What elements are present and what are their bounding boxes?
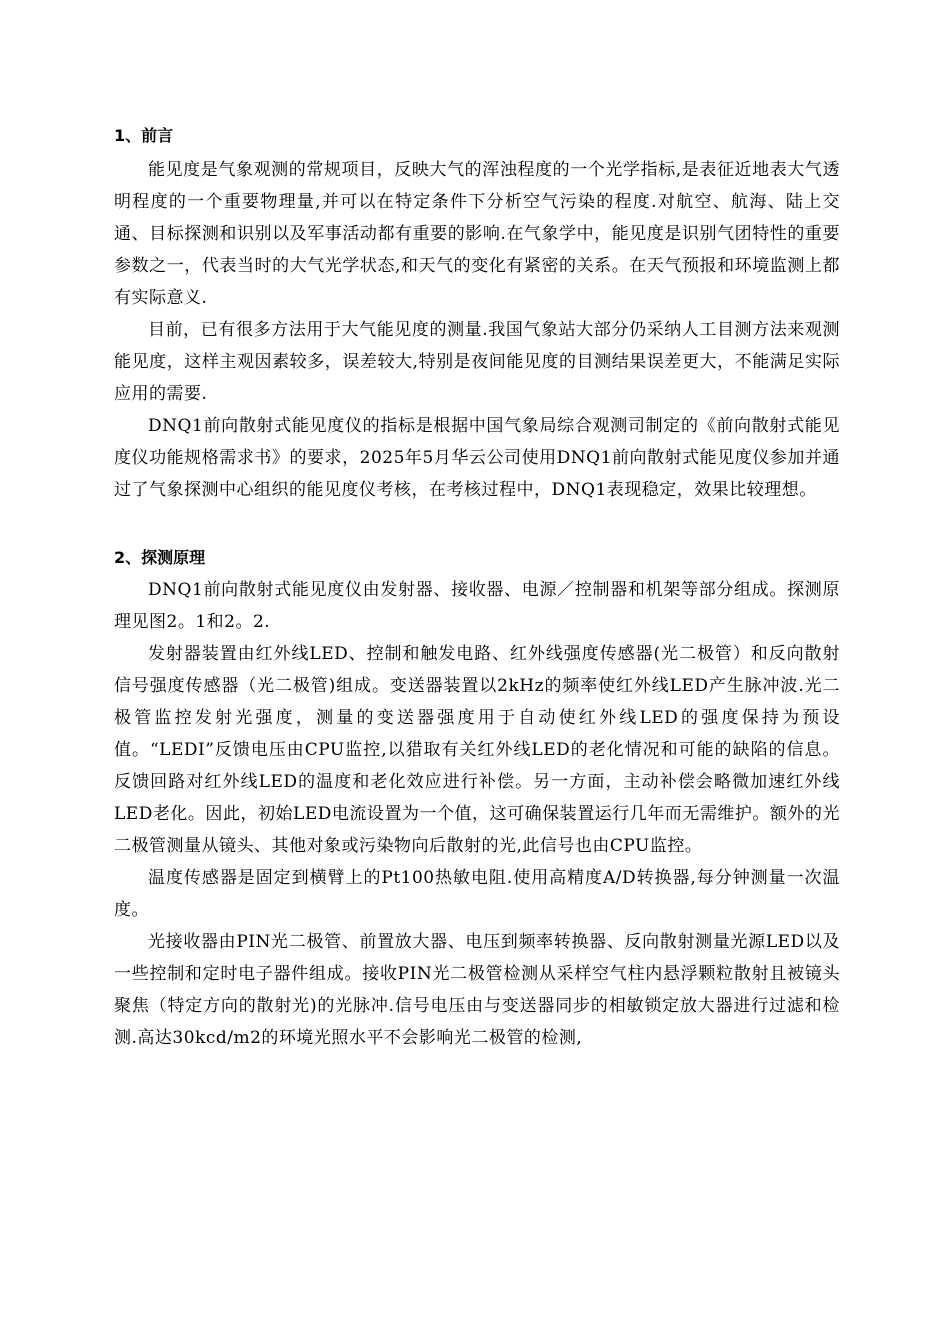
section-2-paragraph-3: 温度传感器是固定到横臂上的Pt100热敏电阻.使用高精度A/D转换器,每分钟测量一次温度。 [114, 868, 840, 920]
section-1-paragraph-1: 能见度是气象观测的常规项目，反映大气的浑浊程度的一个光学指标,是表征近地表大气透明程度的一个重要物理量,并可以在特定条件下分析空气污染的程度.对航空、航海、陆上交通、目标探测和识别以及军事活动都有重要的影响.在气象学中，能见度是识别气团特性的重要参数之一，代表当时的大气光学状态,和天气的变化有紧密的关系。在天气预报和环境监测上都有实际意义. [114, 160, 840, 308]
section-2-heading: 2、探测原理 [114, 548, 206, 567]
section-1-paragraph-3: DNQ1前向散射式能见度仪的指标是根据中国气象局综合观测司制定的《前向散射式能见度仪功能规格需求书》的要求，2025年5月华云公司使用DNQ1前向散射式能见度仪参加并通过了气象探测中心组织的能见度仪考核，在考核过程中，DNQ1表现稳定，效果比较理想。 [114, 416, 840, 500]
document-body [114, 122, 840, 1054]
section-2-paragraph-1: DNQ1前向散射式能见度仪由发射器、接收器、电源／控制器和机架等部分组成。探测原理见图2。1和2。2. [114, 580, 840, 632]
section-1-paragraph-2: 目前，已有很多方法用于大气能见度的测量.我国气象站大部分仍采纳人工目测方法来观测能见度，这样主观因素较多，误差较大,特别是夜间能见度的目测结果误差更大，不能满足实际应用的需要. [114, 320, 840, 404]
section-2-paragraph-4: 光接收器由PIN光二极管、前置放大器、电压到频率转换器、反向散射测量光源LED以及一些控制和定时电子器件组成。接收PIN光二极管检测从采样空气柱内悬浮颗粒散射且被镜头聚焦（特定方向的散射光)的光脉冲.信号电压由与变送器同步的相敏锁定放大器进行过滤和检测.高达30kcd/m2的环境光照水平不会影响光二极管的检测, [114, 932, 840, 1048]
section-1-heading: 1、前言 [114, 126, 174, 145]
section-2-paragraph-2: 发射器装置由红外线LED、控制和触发电路、红外线强度传感器(光二极管）和反向散射信号强度传感器（光二极管)组成。变送器装置以2kHz的频率使红外线LED产生脉冲波.光二极管监控发射光强度，测量的变送器强度用于自动使红外线LED的强度保持为预设值。“LEDI”反馈电压由CPU监控,以猎取有关红外线LED的老化情况和可能的缺陷的信息。反馈回路对红外线LED的温度和老化效应进行补偿。另一方面，主动补偿会略微加速红外线LED老化。因此，初始LED电流设置为一个值，这可确保装置运行几年而无需维护。额外的光二极管测量从镜头、其他对象或污染物向后散射的光,此信号也由CPU监控。 [114, 644, 840, 856]
